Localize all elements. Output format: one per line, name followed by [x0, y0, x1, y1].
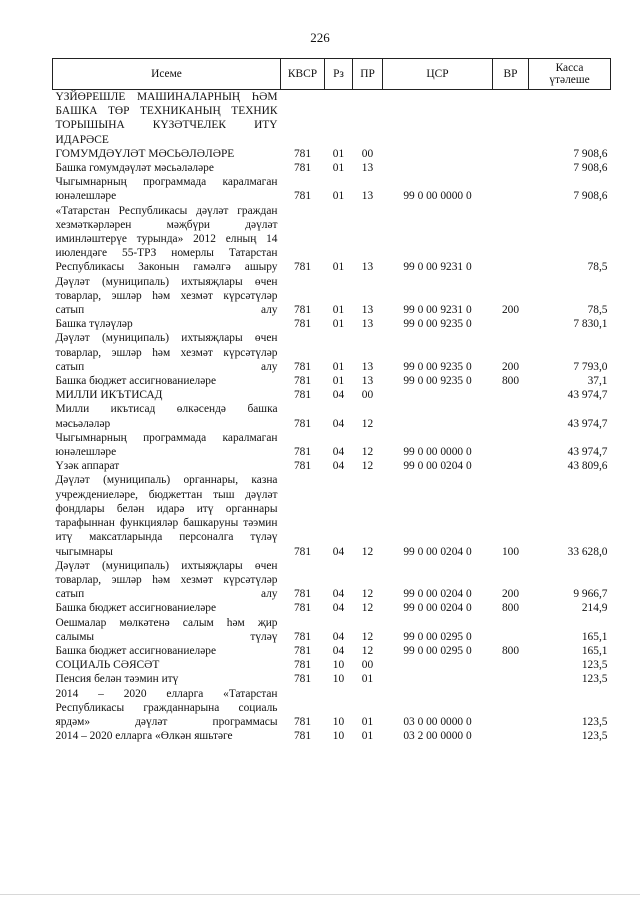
row-csr: 99 0 00 0204 0 — [403, 460, 472, 473]
row-vr — [493, 388, 529, 402]
row-name: Дәүләт (муниципаль) ихтыяҗлары өчен товарлар, эшләр һәм хезмәт күрсәтүләр сатып алу — [55, 275, 278, 317]
row-name: Дәүләт (муниципаль) органнары, казна учреждениеләре, бюджеттан тыш дәүләт фондлары белән идарә итү органнары тарафыннан функцияләр башкаруны тәэмин итү максатларында персоналга түләү чыгымнары — [55, 474, 278, 558]
row-vr: 800 — [501, 602, 520, 615]
row-csr: 99 0 00 0000 0 — [403, 190, 472, 203]
row-vr: 800 — [501, 375, 520, 388]
row-amount: 7 908,6 — [573, 147, 608, 160]
row-vr — [493, 616, 529, 644]
row-name: Башка бюджет ассигнованиеләре — [55, 644, 217, 657]
row-csr — [383, 161, 493, 175]
row-name: Чыгымнарның программада каралмаган юнәлешләре — [55, 431, 278, 459]
row-pr: 12 — [361, 417, 374, 430]
table-row — [53, 147, 611, 161]
row-name: МИЛЛИ ИКЪТИСАД — [55, 389, 163, 402]
table-body — [53, 90, 611, 744]
row-amount: 43 974,7 — [567, 417, 608, 430]
row-rz: 04 — [332, 446, 345, 459]
row-kvsr: 781 — [293, 375, 312, 388]
table-row — [53, 331, 611, 374]
row-rz: 04 — [332, 545, 345, 558]
row-pr: 12 — [361, 460, 374, 473]
row-vr: 200 — [501, 588, 520, 601]
row-csr — [383, 90, 493, 147]
table-row — [53, 644, 611, 658]
row-rz: 10 — [332, 659, 345, 672]
table-row — [53, 317, 611, 331]
row-rz: 10 — [332, 730, 345, 743]
row-pr: 12 — [361, 644, 374, 657]
table-row — [53, 601, 611, 615]
row-kvsr: 781 — [293, 730, 312, 743]
row-name: Дәүләт (муниципаль) ихтыяҗлары өчен товарлар, эшләр һәм хезмәт күрсәтүләр сатып алу — [55, 332, 278, 373]
row-vr — [493, 658, 529, 672]
row-pr: 13 — [361, 261, 374, 274]
col-header-kassa-line1: Касса — [555, 62, 584, 74]
row-rz: 01 — [332, 261, 345, 274]
row-vr: 800 — [501, 644, 520, 657]
row-csr: 99 0 00 9235 0 — [403, 318, 472, 331]
col-header-name: Исеме — [53, 59, 281, 90]
row-amount: 43 809,6 — [567, 460, 608, 473]
row-vr — [493, 161, 529, 175]
row-vr — [493, 729, 529, 743]
row-vr — [493, 687, 529, 730]
row-pr: 13 — [361, 190, 374, 203]
row-rz: 01 — [332, 304, 345, 317]
col-header-pr: ПР — [353, 59, 383, 90]
row-rz: 04 — [332, 389, 345, 402]
row-pr: 01 — [361, 715, 374, 728]
row-amount: 7 830,1 — [573, 318, 608, 331]
row-csr: 99 0 00 9231 0 — [403, 261, 472, 274]
row-rz: 10 — [332, 715, 345, 728]
row-kvsr: 781 — [293, 417, 312, 430]
table-row — [53, 161, 611, 175]
row-kvsr: 781 — [293, 190, 312, 203]
row-kvsr: 781 — [293, 602, 312, 615]
row-csr — [383, 672, 493, 686]
budget-table — [52, 58, 611, 743]
row-amount: 78,5 — [587, 304, 608, 317]
row-pr — [353, 90, 383, 147]
row-kvsr: 781 — [293, 715, 312, 728]
row-kvsr: 781 — [293, 304, 312, 317]
row-pr: 12 — [361, 630, 374, 643]
row-pr: 00 — [361, 659, 374, 672]
row-kvsr: 781 — [293, 318, 312, 331]
table-row — [53, 90, 611, 147]
table-row — [53, 672, 611, 686]
row-name: ҮЗЙӨРЕШЛЕ МАШИНАЛАРНЫҢ ҺӘМ БАШКА ТӨР ТЕХНИКАНЫҢ ТЕХНИК ТОРЫШЫНА КҮЗӘТЧЕЛЕК ИТҮ ИДАРӘСЕ — [55, 91, 278, 146]
row-vr — [493, 147, 529, 161]
row-name: Үзәк аппарат — [55, 460, 120, 473]
row-pr: 13 — [361, 375, 374, 388]
row-rz: 04 — [332, 460, 345, 473]
row-csr — [383, 658, 493, 672]
row-amount: 165,1 — [581, 630, 608, 643]
col-header-kassa — [529, 59, 611, 90]
row-kvsr: 781 — [293, 389, 312, 402]
row-kvsr: 781 — [293, 673, 312, 686]
row-kvsr: 781 — [293, 659, 312, 672]
table-row — [53, 687, 611, 730]
row-vr: 200 — [501, 360, 520, 373]
row-rz: 04 — [332, 644, 345, 657]
table-row — [53, 559, 611, 602]
table-row — [53, 402, 611, 430]
table-row — [53, 473, 611, 558]
row-name: Башка түләүләр — [55, 318, 133, 331]
row-rz: 01 — [332, 162, 345, 175]
row-vr — [493, 672, 529, 686]
page-number: 226 — [310, 30, 330, 45]
row-vr: 100 — [501, 545, 520, 558]
row-rz: 04 — [332, 630, 345, 643]
row-name: 2014 – 2020 елларга «Татарстан Республикасы гражданнарына социаль ярдәм» дәүләт программасы — [55, 687, 278, 728]
row-vr — [493, 317, 529, 331]
row-rz: 01 — [332, 147, 345, 160]
row-csr: 99 0 00 0204 0 — [403, 602, 472, 615]
row-csr: 03 2 00 0000 0 — [403, 730, 472, 743]
row-kvsr: 781 — [293, 162, 312, 175]
row-name: Башка бюджет ассигнованиеләре — [55, 602, 217, 615]
row-amount: 7 793,0 — [573, 360, 608, 373]
row-rz: 04 — [332, 588, 345, 601]
table-row — [53, 204, 611, 275]
row-pr: 13 — [361, 360, 374, 373]
row-kvsr: 781 — [293, 147, 312, 160]
row-amount: 165,1 — [581, 644, 608, 657]
table-row — [53, 616, 611, 644]
table-row — [53, 459, 611, 473]
row-csr — [383, 147, 493, 161]
table-row — [53, 729, 611, 743]
row-pr: 01 — [361, 673, 374, 686]
row-vr: 200 — [501, 304, 520, 317]
row-rz: 01 — [332, 318, 345, 331]
row-csr: 99 0 00 9235 0 — [403, 360, 472, 373]
row-rz: 10 — [332, 673, 345, 686]
row-pr: 00 — [361, 389, 374, 402]
row-name: Башка гомумдәүләт мәсьәләләре — [55, 162, 214, 175]
row-pr: 12 — [361, 588, 374, 601]
row-pr: 12 — [361, 545, 374, 558]
row-csr: 99 0 00 0204 0 — [403, 588, 472, 601]
scan-edge — [0, 894, 640, 895]
row-amount: 43 974,7 — [567, 446, 608, 459]
row-amount: 9 966,7 — [573, 588, 608, 601]
row-pr: 12 — [361, 446, 374, 459]
row-csr: 99 0 00 0295 0 — [403, 644, 472, 657]
row-kvsr: 781 — [293, 446, 312, 459]
row-kvsr: 781 — [293, 460, 312, 473]
row-pr: 12 — [361, 602, 374, 615]
row-amount: 43 974,7 — [567, 389, 608, 402]
col-header-vr: ВР — [493, 59, 529, 90]
row-amount: 123,5 — [581, 715, 608, 728]
row-kvsr: 781 — [293, 545, 312, 558]
row-amount: 37,1 — [587, 375, 608, 388]
row-amount: 123,5 — [581, 673, 608, 686]
row-name: 2014 – 2020 елларга «Өлкән яшьтәге — [55, 730, 233, 743]
row-pr: 13 — [361, 318, 374, 331]
row-amount — [529, 90, 611, 147]
table-header-row — [53, 59, 611, 90]
row-vr — [493, 402, 529, 430]
row-rz: 01 — [332, 360, 345, 373]
row-rz — [325, 90, 353, 147]
row-vr — [493, 459, 529, 473]
row-amount: 7 908,6 — [573, 162, 608, 175]
row-amount: 33 628,0 — [567, 545, 608, 558]
row-csr — [383, 388, 493, 402]
row-name: Милли икътисад өлкәсендә башка мәсьәләләр — [55, 403, 278, 430]
row-csr: 99 0 00 9231 0 — [403, 304, 472, 317]
row-name: Чыгымнарның программада каралмаган юнәлешләре — [55, 176, 278, 203]
row-csr: 99 0 00 0000 0 — [403, 446, 472, 459]
col-header-kvsr: КВСР — [281, 59, 325, 90]
row-name: Оешмалар мөлкәтенә салым һәм җир салымы түләү — [55, 616, 278, 643]
table-row — [53, 388, 611, 402]
row-vr — [493, 90, 529, 147]
row-rz: 01 — [332, 190, 345, 203]
row-pr: 13 — [361, 304, 374, 317]
row-amount: 123,5 — [581, 659, 608, 672]
row-csr: 99 0 00 0295 0 — [403, 630, 472, 643]
row-pr: 01 — [361, 730, 374, 743]
row-name: «Татарстан Республикасы дәүләт граждан хезмәткәрләрен мәҗбүри дәүләт иминләштерүе турында» 2012 елның 14 июлендәге 55-ТРЗ номерлы Татарстан Республикасы Законын гамәлгә ашыру — [55, 204, 278, 274]
row-name: Башка бюджет ассигнованиеләре — [55, 375, 217, 388]
row-vr — [493, 204, 529, 275]
row-kvsr — [281, 90, 325, 147]
row-rz: 04 — [332, 417, 345, 430]
row-vr — [493, 175, 529, 203]
row-kvsr: 781 — [293, 360, 312, 373]
row-name: Дәүләт (муниципаль) ихтыяҗлары өчен товарлар, эшләр һәм хезмәт күрсәтүләр сатып алу — [55, 559, 278, 601]
table-row — [53, 431, 611, 459]
row-vr — [493, 431, 529, 459]
row-csr: 99 0 00 9235 0 — [403, 375, 472, 388]
table-row — [53, 175, 611, 203]
row-amount: 214,9 — [581, 602, 608, 615]
row-amount: 78,5 — [587, 261, 608, 274]
col-header-kassa-line2: үтәлеше — [549, 74, 590, 86]
table-row — [53, 374, 611, 388]
col-header-rz: Рз — [325, 59, 353, 90]
table-row — [53, 658, 611, 672]
row-name: ГОМУМДӘҮЛӘТ МӘСЬӘЛӘЛӘРЕ — [55, 147, 235, 160]
row-rz: 01 — [332, 375, 345, 388]
row-rz: 04 — [332, 602, 345, 615]
row-name: СОЦИАЛЬ СӘЯСӘТ — [55, 659, 160, 672]
row-kvsr: 781 — [293, 588, 312, 601]
row-name: Пенсия белән тәэмин итү — [55, 673, 179, 686]
row-csr: 99 0 00 0204 0 — [403, 545, 472, 558]
row-amount: 7 908,6 — [573, 190, 608, 203]
row-kvsr: 781 — [293, 644, 312, 657]
row-kvsr: 781 — [293, 261, 312, 274]
row-pr: 00 — [361, 147, 374, 160]
row-amount: 123,5 — [581, 730, 608, 743]
row-csr: 03 0 00 0000 0 — [403, 715, 472, 728]
row-kvsr: 781 — [293, 630, 312, 643]
table-row — [53, 275, 611, 318]
col-header-csr: ЦСР — [383, 59, 493, 90]
row-csr — [383, 402, 493, 430]
row-pr: 13 — [361, 162, 374, 175]
